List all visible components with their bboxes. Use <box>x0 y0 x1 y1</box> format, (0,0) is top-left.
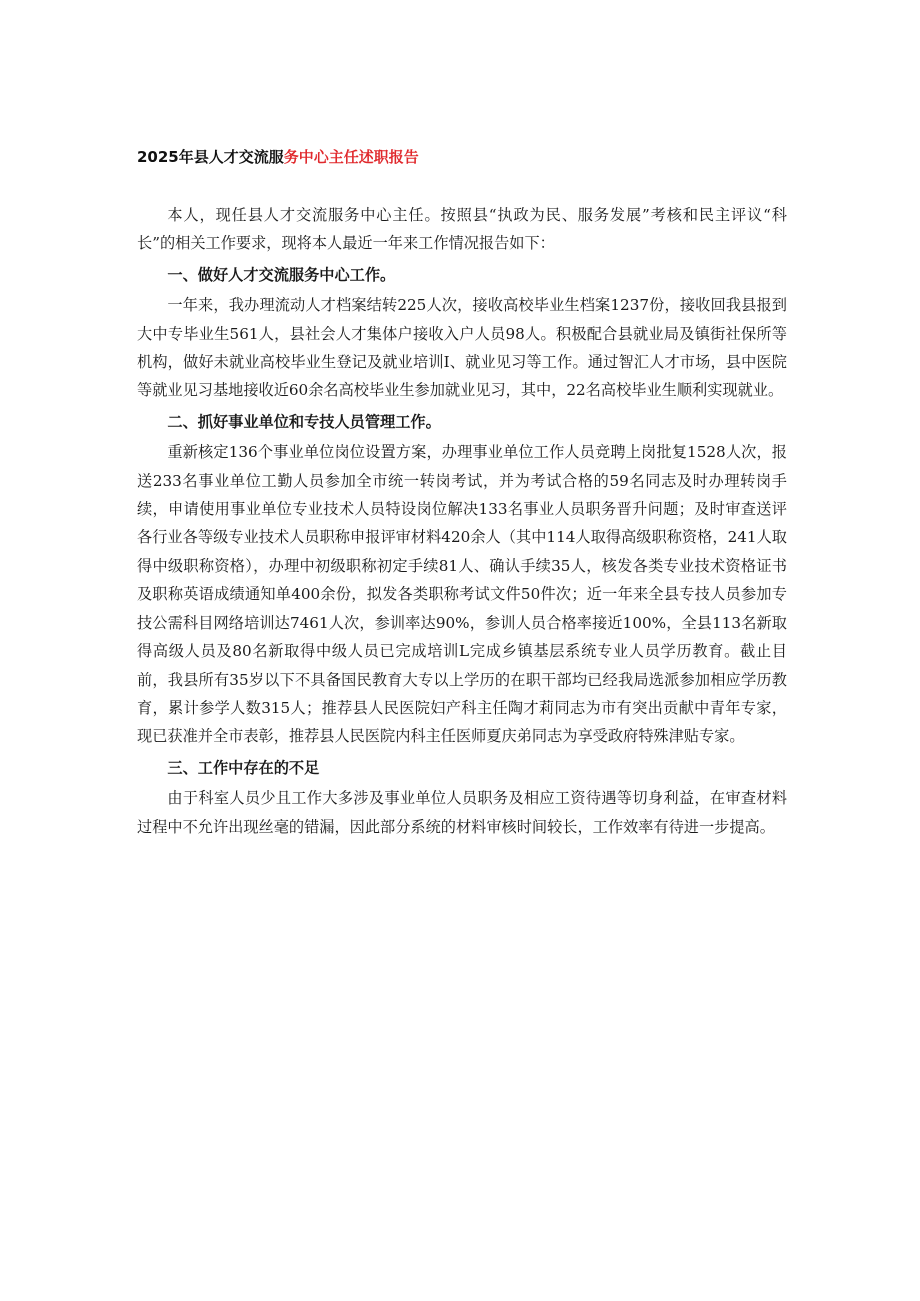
intro-paragraph: 本人，现任县人才交流服务中心主任。按照县“执政为民、服务发展”考核和民主评议“科长”的相关工作要求，现将本人最近一年来工作情况报告如下： <box>137 206 787 253</box>
section3-paragraph: 由于科室人员少且工作大多涉及事业单位人员职务及相应工资待遇等切身利益，在审查材料过程中不允许出现丝毫的错漏，因此部分系统的材料审核时间较长，工作效率有待进一步提高。 <box>137 789 787 836</box>
document-body <box>137 201 787 841</box>
section1-paragraph: 一年来，我办理流动人才档案结转225人次，接收高校毕业生档案1237份，接收回我县报到大中专毕业生561人，县社会人才集体户接收入户人员98人。积极配合县就业局及镇街社保所等机构，做好未就业高校毕业生登记及就业培训I、就业见习等工作。通过智汇人才市场，县中医院等就业见习基地接收近60余名高校毕业生参加就业见习，其中，22名高校毕业生顺利实现就业。 <box>137 296 787 400</box>
title-part-red: 务中心主任述职报告 <box>283 148 419 166</box>
title-part-black: 2025年县人才交流服 <box>137 148 284 166</box>
section2-paragraph: 重新核定136个事业单位岗位设置方案，办理事业单位工作人员竞聘上岗批复1528人次，报送233名事业单位工勤人员参加全市统一转岗考试，并为考试合格的59名同志及时办理转岗手续，申请使用事业单位专业技术人员特设岗位解决133名事业人员职务晋升问题；及时审查送评各行业各等级专业技术人员职称申报评审材料420余人（其中114人取得高级职称资格，241人取得中级职称资格），办理中初级职称初定手续81人、确认手续35人，核发各类专业技术资格证书及职称英语成绩通知单400余份，拟发各类职称考试文件50件次；近一年来全县专技人员参加专技公需科目网络培训达7461人次，参训率达90%，参训人员合格率接近100%，全县113名新取得高级人员及80名新取得中级人员已完成培训L完成乡镇基层系统专业人员学历教育。截止目前，我县所有35岁以下不具备国民教育大专以上学历的在职干部均已经我局选派参加相应学历教育，累计参学人数315人；推荐县人民医院妇产科主任陶才莉同志为市有突出贡献中青年专家，现已获准并全市表彰，推荐县人民医院内科主任医师夏庆弟同志为享受政府特殊津贴专家。 <box>137 443 787 746</box>
section2-heading: 二、抓好事业单位和专技人员管理工作。 <box>167 412 441 431</box>
section3-heading: 三、工作中存在的不足 <box>167 758 320 777</box>
document-title <box>137 146 419 167</box>
section1-heading: 一、做好人才交流服务中心工作。 <box>167 265 396 284</box>
